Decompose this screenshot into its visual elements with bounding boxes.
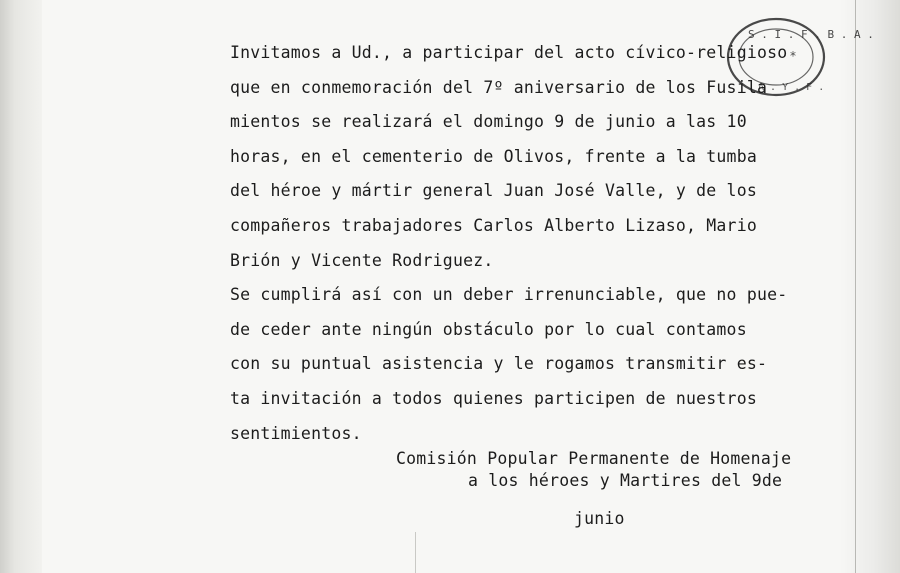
paper-edge-line: [855, 0, 856, 573]
signature-line: a los héroes y Martires del 9de: [468, 471, 783, 490]
signature-block: [396, 448, 791, 530]
letter-line: sentimientos.: [230, 423, 362, 443]
svg-text:S . I . F . B . A .: S . I . F . B . A .: [748, 28, 874, 41]
svg-text:A . Y . F .: A . Y . F .: [758, 82, 825, 93]
letter-line: compañeros trabajadores Carlos Alberto Lizaso, Mario: [230, 215, 757, 235]
letter-line: con su puntual asistencia y le rogamos transmitir es-: [230, 354, 768, 374]
letter-line: ta invitación a todos quienes participen de nuestros: [230, 388, 757, 408]
signature-line: Comisión Popular Permanente de Homenaje: [396, 449, 792, 468]
letter-body: [230, 36, 820, 451]
letter-line: de ceder ante ningún obstáculo por lo cual contamos: [230, 319, 747, 339]
letter-line: que en conmemoración del 7º aniversario de los Fusila: [230, 77, 768, 97]
letter-line: Invitamos a Ud., a participar del acto cívico-religioso: [230, 43, 788, 62]
paper-crease: [415, 532, 416, 573]
svg-text:*: *: [790, 49, 796, 63]
signature-line: junio: [574, 509, 625, 528]
scan-edge-right: [840, 0, 900, 573]
letter-line: Brión y Vicente Rodriguez.: [230, 250, 494, 270]
letter-line: Se cumplirá así con un deber irrenunciable, que no pue-: [230, 285, 788, 305]
letter-line: del héroe y mártir general Juan José Valle, y de los: [230, 181, 757, 201]
letter-line: horas, en el cementerio de Olivos, frente a la tumba: [230, 146, 757, 166]
letter-line: mientos se realizará el domingo 9 de junio a las 10: [230, 112, 747, 132]
scan-edge-left: [0, 0, 42, 573]
